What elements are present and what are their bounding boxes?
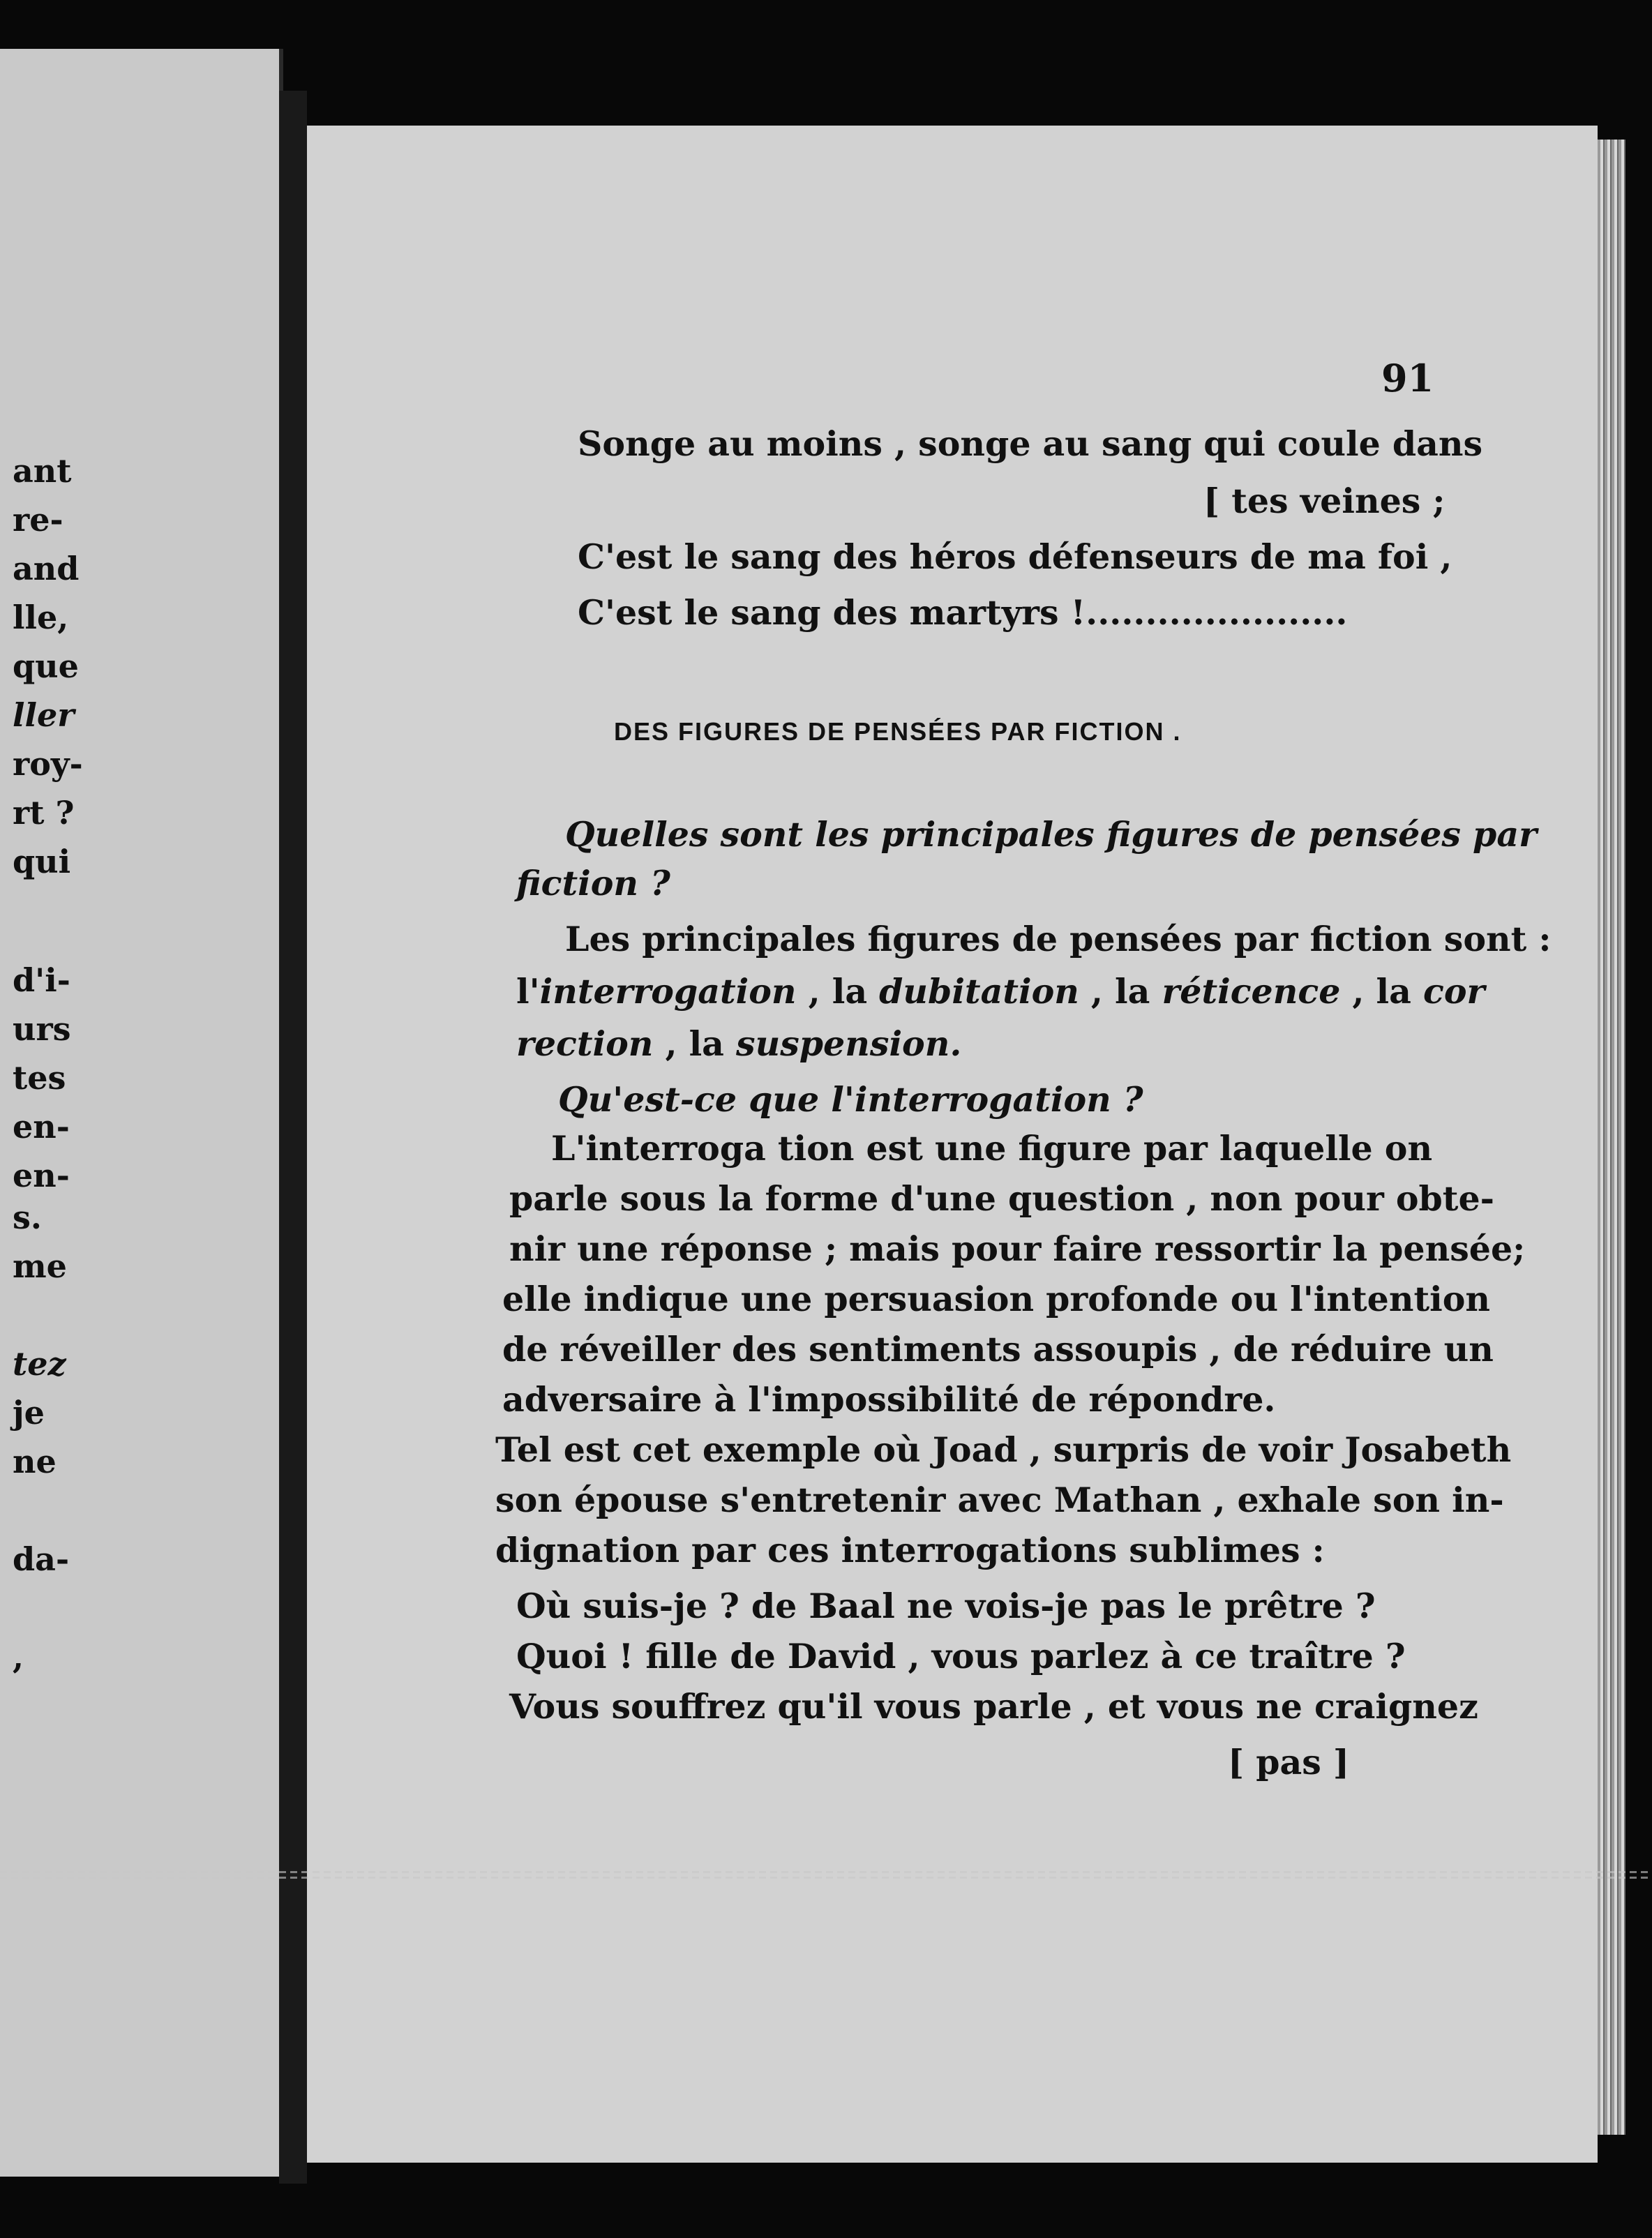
section-heading: DES FIGURES DE PENSÉES PAR FICTION . (614, 717, 1182, 746)
left-page-fragment: en- (13, 1157, 70, 1194)
answer-line: elle indique une persuasion profonde ou l'intention (502, 1279, 1490, 1319)
left-page-fragment: que (13, 647, 79, 685)
answer-line: son épouse s'entretenir avec Mathan , exhale son in- (495, 1480, 1504, 1520)
left-page-fragment: lle, (13, 599, 69, 636)
left-page-fragment: rt ? (13, 794, 75, 832)
answer-line: rection , la suspension. (516, 1023, 962, 1064)
term-interrogation: interrogation (539, 971, 797, 1012)
quote-line: Quoi ! fille de David , vous parlez à ce traître ? (516, 1636, 1406, 1676)
left-page-fragment: tes (13, 1059, 66, 1097)
term-correction-end: rection (516, 1023, 654, 1064)
quote-line: Vous souffrez qu'il vous parle , et vous ne craignez (509, 1686, 1478, 1727)
term-dubitation: dubitation (879, 971, 1079, 1012)
answer-line: dignation par ces interrogations sublimes : (495, 1530, 1325, 1570)
answer-line: L'interroga tion est une figure par laquelle on (551, 1128, 1433, 1169)
left-page-fragment: je (13, 1394, 45, 1432)
poem-line: C'est le sang des héros défenseurs de ma foi , (578, 536, 1452, 577)
quote-line: Où suis-je ? de Baal ne vois-je pas le prêtre ? (516, 1586, 1376, 1626)
left-page-fragment: s. (13, 1199, 42, 1236)
left-page-fragment: roy- (13, 745, 83, 783)
question-line: fiction ? (516, 863, 670, 903)
answer-line: l'interrogation , la dubitation , la réticence , la cor (516, 971, 1485, 1012)
poem-line: [ tes veines ; (1203, 481, 1446, 521)
quote-line: [ pas ] (1228, 1742, 1350, 1782)
poem-line: C'est le sang des martyrs !...................... (578, 592, 1348, 633)
left-page-fragment: tez (13, 1345, 66, 1383)
left-page-fragment: me (13, 1247, 67, 1285)
poem-line: Songe au moins , songe au sang qui coule dans (578, 423, 1483, 464)
left-page-fragment: , (13, 1638, 24, 1676)
left-page-fragment: da- (13, 1540, 70, 1578)
left-page-fragment: urs (13, 1010, 71, 1048)
question-line: Quelles sont les principales figures de pensées par (565, 814, 1537, 855)
left-page-fragment: re- (13, 501, 63, 539)
page-number: 91 (1381, 356, 1434, 400)
scan-artifact-line (0, 1877, 1652, 1879)
previous-page (0, 49, 283, 2177)
term-correction-start: cor (1422, 971, 1485, 1012)
left-page-fragment: ant (13, 452, 72, 490)
term-suspension: suspension. (736, 1023, 962, 1064)
left-page-fragment: and (13, 550, 80, 587)
answer-line: de réveiller des sentiments assoupis , de réduire un (502, 1329, 1494, 1369)
answer-line: Les principales figures de pensées par fiction sont : (565, 919, 1552, 959)
left-page-fragment: d'i- (13, 961, 70, 999)
answer-line: nir une réponse ; mais pour faire ressortir la pensée; (509, 1229, 1526, 1269)
answer-line: parle sous la forme d'une question , non pour obte- (509, 1178, 1494, 1219)
left-page-fragment: qui (13, 843, 71, 880)
book-gutter (279, 91, 307, 2184)
book-page (307, 126, 1598, 2163)
page-text (307, 126, 1598, 2163)
scan-artifact-line (0, 1871, 1652, 1873)
answer-line: adversaire à l'impossibilité de répondre. (502, 1379, 1276, 1420)
left-page-fragment: ne (13, 1443, 57, 1480)
left-page-fragment: ller (13, 696, 75, 734)
question-line: Qu'est-ce que l'interrogation ? (558, 1079, 1143, 1120)
term-reticence: réticence (1162, 971, 1341, 1012)
left-page-fragment: en- (13, 1108, 70, 1146)
answer-line: Tel est cet exemple où Joad , surpris de voir Josabeth (495, 1429, 1512, 1470)
